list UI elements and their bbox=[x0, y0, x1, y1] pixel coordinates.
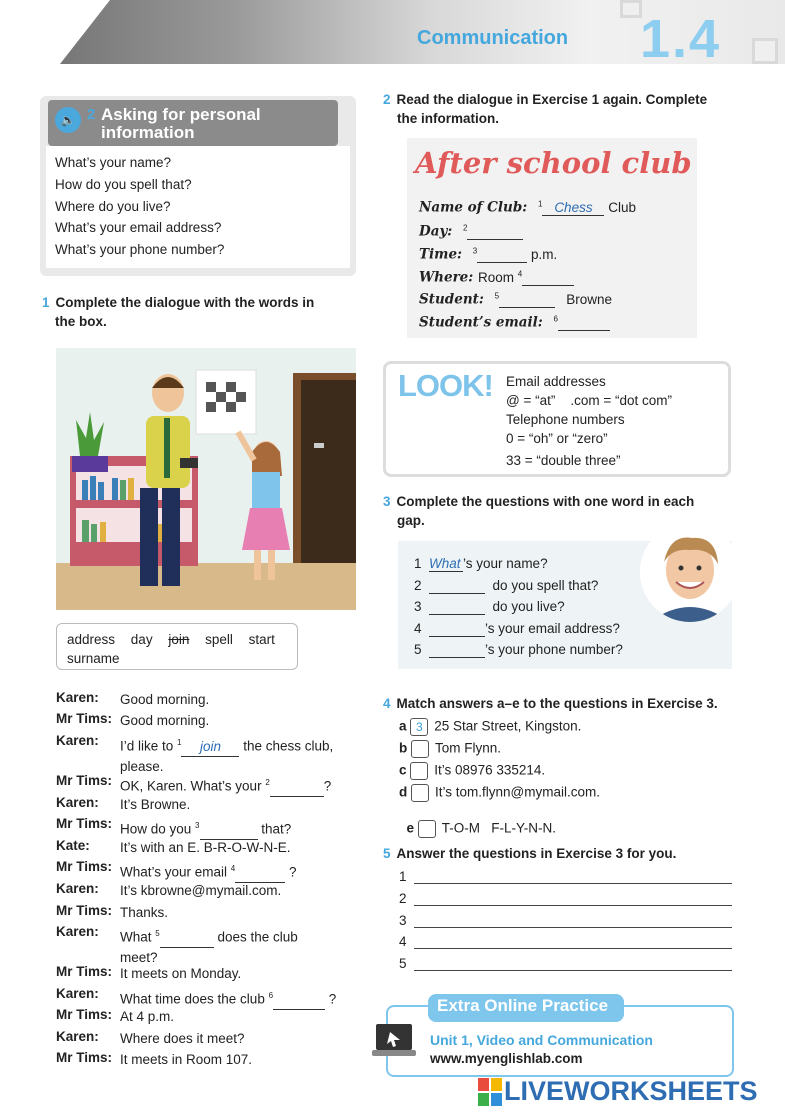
club-title: After school club bbox=[415, 146, 692, 180]
dialogue-text: please. bbox=[120, 758, 164, 774]
ex3-answer-1[interactable]: What bbox=[429, 556, 463, 572]
ex2-instruction bbox=[383, 90, 707, 128]
ex5-answer-line[interactable] bbox=[414, 883, 732, 884]
ex3-instruction-line1: Complete the questions with one word in each bbox=[396, 494, 695, 509]
ex4-answer-box[interactable]: 3 bbox=[410, 718, 428, 736]
ex4-option bbox=[399, 718, 581, 736]
ex3-question-number: 3 bbox=[414, 599, 422, 614]
dialogue-speaker: Mr Tims: bbox=[56, 816, 113, 831]
look-heading: Email addresses bbox=[506, 374, 606, 389]
word-box-item: spell bbox=[205, 632, 233, 647]
dialogue-text: ? bbox=[323, 778, 332, 794]
look-text: @ = “at” .com = “dot com” bbox=[506, 393, 672, 408]
asking-question: What’s your name? bbox=[55, 155, 172, 170]
classroom-illustration bbox=[56, 348, 356, 610]
club-field-day bbox=[419, 223, 523, 240]
ex4-answer-box[interactable] bbox=[410, 762, 428, 780]
dialogue-line: Good morning. bbox=[120, 713, 210, 728]
asking-question: How do you spell that? bbox=[55, 177, 192, 192]
dialogue-speaker: Mr Tims: bbox=[56, 903, 113, 918]
ex4-option bbox=[399, 762, 545, 780]
club-gap-4[interactable] bbox=[522, 270, 574, 286]
club-text: Room bbox=[477, 269, 514, 285]
ex3-question-number: 5 bbox=[414, 642, 422, 657]
ex2-instruction-line2: the information. bbox=[397, 111, 499, 126]
ex3-question bbox=[414, 621, 620, 637]
audio-speaker-icon[interactable]: 🔈 bbox=[55, 107, 81, 133]
look-logo: LOOK! bbox=[398, 368, 493, 403]
header-square-decoration bbox=[620, 0, 642, 18]
dialogue-line: Good morning. bbox=[120, 692, 210, 707]
ex3-question-text: ’s your name? bbox=[463, 556, 548, 571]
ex3-question bbox=[414, 599, 565, 615]
look-text: 0 = “oh” or “zero” bbox=[506, 431, 608, 446]
club-field-student bbox=[419, 291, 612, 308]
ex4-option bbox=[399, 784, 600, 802]
club-label: Name of Club: bbox=[419, 199, 528, 216]
dialogue-speaker: Karen: bbox=[56, 924, 99, 939]
dialogue-line: It’s Browne. bbox=[120, 797, 191, 812]
look-heading: Telephone numbers bbox=[506, 412, 625, 427]
dialogue-text: I’d like to bbox=[120, 738, 178, 754]
dialogue-speaker: Kate: bbox=[56, 838, 90, 853]
club-field-where bbox=[419, 269, 574, 286]
ex2-number: 2 bbox=[383, 92, 391, 107]
club-text: p.m. bbox=[530, 246, 558, 262]
dialogue-line: Thanks. bbox=[120, 905, 169, 920]
club-field-email bbox=[419, 314, 610, 331]
ex3-instruction bbox=[383, 492, 694, 530]
laptop-icon bbox=[372, 1022, 416, 1060]
dialogue-line: It meets in Room 107. bbox=[120, 1052, 253, 1067]
ex4-instruction bbox=[383, 694, 718, 713]
club-field-name bbox=[419, 199, 636, 216]
dialogue-line bbox=[120, 924, 360, 967]
gap-number: 2 bbox=[265, 778, 270, 787]
gap-input-4[interactable] bbox=[235, 863, 285, 883]
club-text: Club bbox=[608, 199, 636, 215]
gap-number: 5 bbox=[155, 929, 160, 938]
ex4-option-text: T-O-M F-L-Y-N-N. bbox=[441, 820, 557, 836]
ex4-number: 4 bbox=[383, 696, 391, 711]
gap-input-3[interactable] bbox=[200, 820, 258, 840]
asking-panel-title bbox=[101, 106, 321, 142]
ex4-option-letter: d bbox=[399, 784, 408, 800]
extra-practice-url[interactable]: www.myenglishlab.com bbox=[430, 1051, 583, 1066]
dialogue-line: Where does it meet? bbox=[120, 1031, 245, 1046]
dialogue-speaker: Mr Tims: bbox=[56, 859, 113, 874]
gap-number: 3 bbox=[472, 246, 478, 255]
dialogue-line bbox=[120, 986, 370, 1010]
word-box-item: start bbox=[248, 632, 275, 647]
gap-number: 1 bbox=[538, 199, 543, 208]
gap-answer-1[interactable]: join bbox=[181, 737, 239, 757]
dialogue-line: At 4 p.m. bbox=[120, 1009, 175, 1024]
extra-practice-title: Extra Online Practice bbox=[437, 996, 609, 1015]
boy-photo bbox=[640, 522, 740, 622]
club-label: Day: bbox=[419, 223, 453, 240]
gap-number: 2 bbox=[463, 223, 468, 232]
club-gap-2[interactable] bbox=[467, 224, 523, 240]
liveworksheets-watermark: LIVEWORKSHEETS bbox=[504, 1076, 758, 1106]
dialogue-text: What’s your email bbox=[120, 864, 231, 880]
club-label: Student’s email: bbox=[419, 314, 543, 331]
ex4-answer-box[interactable] bbox=[418, 820, 436, 838]
dialogue-speaker: Karen: bbox=[56, 795, 99, 810]
gap-number: 3 bbox=[195, 821, 200, 830]
gap-input-5[interactable] bbox=[160, 928, 214, 948]
dialogue-speaker: Mr Tims: bbox=[56, 773, 113, 788]
ex3-question bbox=[414, 642, 623, 658]
ex4-option-text: It’s tom.flynn@mymail.com. bbox=[435, 784, 601, 800]
club-label: Time: bbox=[419, 246, 463, 263]
club-answer-1[interactable]: Chess bbox=[542, 200, 604, 216]
dialogue-speaker: Mr Tims: bbox=[56, 964, 113, 979]
club-gap-3[interactable] bbox=[477, 247, 527, 263]
ex4-option-letter: c bbox=[399, 762, 407, 778]
ex3-gap-5[interactable] bbox=[429, 642, 485, 658]
header-square-decoration bbox=[752, 38, 778, 64]
look-text: 33 = “double three” bbox=[506, 453, 621, 468]
ex1-instruction-line2: the box. bbox=[55, 314, 107, 329]
unit-number: 1.4 bbox=[640, 9, 722, 69]
dialogue-speaker: Mr Tims: bbox=[56, 1050, 113, 1065]
word-box-item: surname bbox=[67, 651, 120, 666]
ex2-instruction-line1: Read the dialogue in Exercise 1 again. Complete bbox=[396, 92, 708, 107]
club-gap-6[interactable] bbox=[558, 315, 610, 331]
asking-question: What’s your phone number? bbox=[55, 242, 225, 257]
dialogue-text: that? bbox=[257, 821, 292, 837]
dialogue-line bbox=[120, 773, 360, 797]
dialogue-text: How do you bbox=[120, 821, 196, 837]
ex5-line-number: 1 bbox=[399, 869, 407, 884]
ex4-instruction-text: Match answers a–e to the questions in Exercise 3. bbox=[396, 696, 718, 711]
dialogue-text: ? bbox=[285, 864, 297, 880]
asking-title-line1: Asking for personal bbox=[101, 105, 261, 124]
word-box-item: address bbox=[67, 632, 116, 647]
ex5-line-number: 2 bbox=[399, 891, 407, 906]
ex5-answer-line[interactable] bbox=[414, 905, 732, 906]
word-box bbox=[56, 623, 298, 670]
ex3-gap-4[interactable] bbox=[429, 621, 485, 637]
ex3-question bbox=[414, 556, 548, 572]
ex4-option-text: It’s 08976 335214. bbox=[434, 762, 546, 778]
ex4-option bbox=[399, 740, 501, 758]
dialogue-speaker: Mr Tims: bbox=[56, 711, 113, 726]
gap-number: 6 bbox=[268, 991, 274, 1000]
ex4-option-letter: a bbox=[399, 718, 407, 734]
dialogue-text: the chess club, bbox=[239, 738, 334, 754]
ex3-question-text: ’s your phone number? bbox=[485, 642, 623, 657]
ex4-option-text: Tom Flynn. bbox=[435, 740, 502, 756]
dialogue-line: It’s with an E. B-R-O-W-N-E. bbox=[120, 840, 291, 855]
dialogue-line: It’s kbrowne@mymail.com. bbox=[120, 883, 282, 898]
club-label: Where: bbox=[419, 269, 474, 286]
gap-input-2[interactable] bbox=[270, 777, 324, 797]
ex3-question-number: 1 bbox=[414, 556, 422, 571]
club-field-time bbox=[419, 246, 557, 263]
dialogue-text: What time does the club bbox=[120, 991, 269, 1007]
dialogue-text: What bbox=[120, 929, 156, 945]
asking-title-line2: information bbox=[101, 123, 195, 142]
dialogue-line bbox=[120, 733, 360, 776]
word-box-item: join bbox=[168, 632, 190, 647]
liveworksheets-logo-icon bbox=[478, 1078, 502, 1106]
ex1-instruction-line1: Complete the dialogue with the words in bbox=[55, 295, 315, 310]
club-gap-5[interactable] bbox=[499, 292, 555, 308]
dialogue-line: It meets on Monday. bbox=[120, 966, 242, 981]
ex3-question bbox=[414, 578, 598, 594]
ex4-option-text: 25 Star Street, Kingston. bbox=[434, 718, 582, 734]
page-title: Communication bbox=[417, 27, 569, 49]
asking-section-number: 2 bbox=[87, 106, 96, 123]
ex4-answer-box[interactable] bbox=[411, 740, 429, 758]
ex4-option bbox=[399, 805, 556, 838]
ex3-question-number: 2 bbox=[414, 578, 422, 593]
dialogue-text: meet? bbox=[120, 949, 158, 965]
dialogue-speaker: Karen: bbox=[56, 733, 99, 748]
ex5-answer-line[interactable] bbox=[414, 948, 732, 949]
ex3-question-text: do you live? bbox=[492, 599, 565, 614]
club-label: Student: bbox=[419, 291, 484, 308]
gap-number: 1 bbox=[177, 738, 182, 747]
ex3-question-text: do you spell that? bbox=[492, 578, 599, 593]
dialogue-text: does the club bbox=[213, 929, 298, 945]
ex3-gap-2[interactable] bbox=[429, 578, 485, 594]
asking-question: What’s your email address? bbox=[55, 220, 222, 235]
dialogue-text: ? bbox=[325, 991, 337, 1007]
ex5-line-number: 3 bbox=[399, 913, 407, 928]
dialogue-line bbox=[120, 859, 360, 883]
ex1-number: 1 bbox=[42, 295, 50, 310]
club-text: Browne bbox=[566, 291, 613, 307]
ex5-instruction-text: Answer the questions in Exercise 3 for you. bbox=[396, 846, 677, 861]
dialogue-speaker: Karen: bbox=[56, 881, 99, 896]
dialogue-speaker: Karen: bbox=[56, 1029, 99, 1044]
ex3-question-number: 4 bbox=[414, 621, 422, 636]
gap-number: 6 bbox=[553, 314, 558, 323]
dialogue-speaker: Karen: bbox=[56, 690, 99, 705]
ex4-option-letter: e bbox=[406, 820, 415, 836]
dialogue-speaker: Karen: bbox=[56, 986, 99, 1001]
ex1-instruction bbox=[42, 293, 314, 331]
word-box-item: day bbox=[130, 632, 153, 647]
gap-number: 4 bbox=[517, 269, 523, 278]
gap-number: 5 bbox=[494, 291, 500, 300]
ex4-answer-box[interactable] bbox=[411, 784, 429, 802]
dialogue-text: OK, Karen. What’s your bbox=[120, 778, 266, 794]
ex5-line-number: 4 bbox=[399, 934, 407, 949]
ex3-number: 3 bbox=[383, 494, 391, 509]
ex5-instruction bbox=[383, 844, 676, 863]
dialogue-speaker: Mr Tims: bbox=[56, 1007, 113, 1022]
ex3-instruction-line2: gap. bbox=[397, 513, 425, 528]
ex3-gap-3[interactable] bbox=[429, 599, 485, 615]
ex3-question-text: ’s your email address? bbox=[485, 621, 620, 636]
extra-practice-subtitle: Unit 1, Video and Communication bbox=[430, 1032, 653, 1048]
ex5-answer-line[interactable] bbox=[414, 927, 732, 928]
dialogue-line bbox=[120, 816, 360, 840]
ex5-line-number: 5 bbox=[399, 956, 407, 971]
gap-number: 4 bbox=[230, 864, 236, 873]
ex5-number: 5 bbox=[383, 846, 391, 861]
asking-question: Where do you live? bbox=[55, 199, 171, 214]
ex4-option-letter: b bbox=[399, 740, 408, 756]
ex5-answer-line[interactable] bbox=[414, 970, 732, 971]
